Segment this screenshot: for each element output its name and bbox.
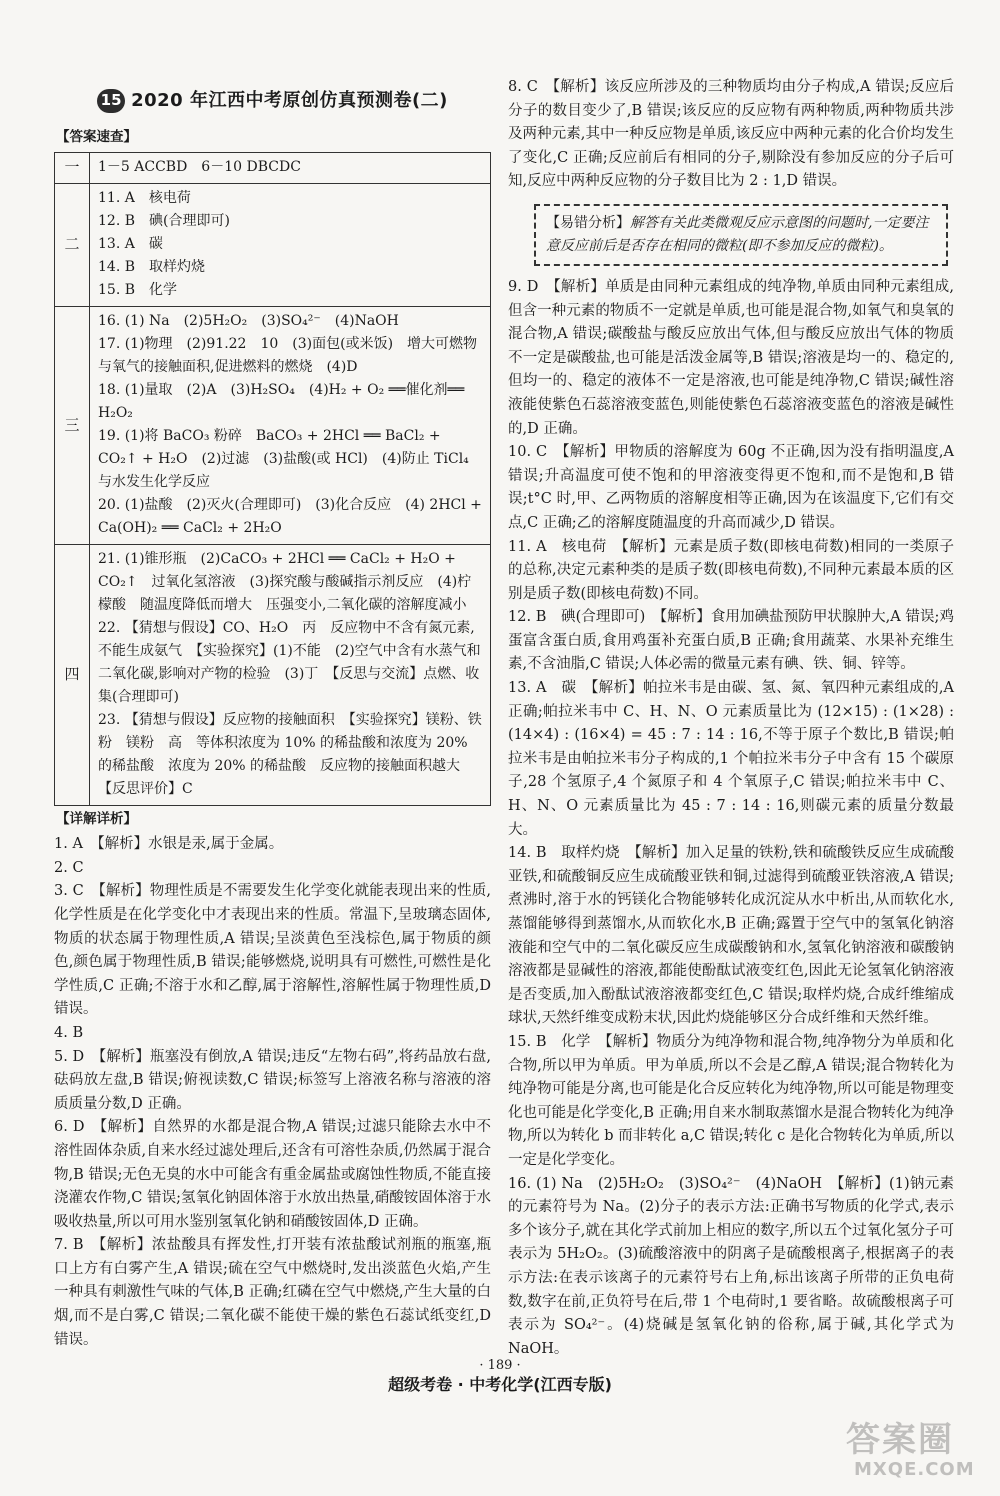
answer-row: 16. (1) Na (2)5H₂O₂ (3)SO₄²⁻ (4)NaOH [98,312,399,329]
answer-section-2 [55,183,491,306]
explanation-item: 8. C 【解析】该反应所涉及的三种物质均由分子构成,A 错误;反应后分子的数目变少了,B 错误;该反应的反应物有两种物质,两种物质共涉及两种元素,其中一种反应物是单质,该反应中两种元素的化合价均发生了变化,C 正确;反应前后有相同的分子,剔除没有参加反应的分子后可知,反应中两种反应物的分子数目比为 2 : 1,D 错误。 [508,79,954,190]
answer-section-4 [55,544,491,805]
section-content [90,544,491,805]
explanation-item: 2. C [54,859,84,876]
answer-section-1 [55,152,491,183]
paper-title [54,84,491,118]
answer-row: 20. (1)盐酸 (2)灭火(合理即可) (3)化合反应 (4) 2HCl + Ca(OH)₂ ══ CaCl₂ + 2H₂O [98,496,482,536]
answer-key-table [54,152,491,806]
section-numeral: 三 [55,306,90,544]
answer-row: 18. (1)量取 (2)A (3)H₂SO₄ (4)H₂ + O₂ ══催化剂══ H₂O₂ [98,381,465,421]
explanation-item: 10. C 【解析】甲物质的溶解度为 60g 不正确,因为没有指明温度,A 错误;升高温度可使不饱和的甲溶液变得更不饱和,而不是饱和,B 错误;t°C 时,甲、乙两物质的溶解度相等正确,因为在该温度下,它们有交点,C 正确;乙的溶解度随温度的升高而减少,D 错误。 [508,444,954,531]
explanation-item: 11. A 核电荷 【解析】元素是质子数(即核电荷数)相同的一类原子的总称,决定元素种类的是质子数(即核电荷数),不同种元素最本质的区别是质子数(即核电荷数)不同。 [508,538,954,602]
answer-row: 12. B 碘(合理即可) [98,212,230,229]
answer-row: 19. (1)将 BaCO₃ 粉碎 BaCO₃ + 2HCl ══ BaCl₂ + CO₂↑ + H₂O (2)过滤 (3)盐酸(或 HCl) (4)防止 TiCl₄ 与水发生化学反应 [98,427,469,490]
answer-row: 13. A 碳 [98,235,163,252]
page-number: · 189 · [479,1358,521,1373]
section-numeral: 四 [55,544,90,805]
explanation-item: 12. B 碘(合理即可) 【解析】食用加碘盐预防甲状腺肿大,A 错误;鸡蛋富含蛋白质,食用鸡蛋补充蛋白质,B 正确;食用蔬菜、水果补充维生素,不含油脂,C 错误;人体必需的微量元素有碘、铁、铜、锌等。 [508,609,954,673]
error-analysis-label: 【易错分析】 [546,214,630,231]
watermark-sub: MXQE.COM [854,1459,975,1480]
explanation-item: 7. B 【解析】浓盐酸具有挥发性,打开装有浓盐酸试剂瓶的瓶塞,瓶口上方有白雾产生,A 错误;硫在空气中燃烧时,发出淡蓝色火焰,产生一种具有刺激性气味的气体,B 正确;红磷在空气中燃烧,产生大量的白烟,而不是白雾,C 错误;二氧化碳不能使干燥的紫色石蕊试纸变红,D 错误。 [54,1237,491,1348]
book-title: 超级考卷 · 中考化学(江西专版) [388,1375,612,1394]
explanation-item: 13. A 碳 【解析】帕拉米韦是由碳、氢、氮、氧四种元素组成的,A 正确;帕拉米韦中 C、H、N、O 元素质量比为 (12×15) : (1×28) : (14×4) : (16×4) = 45 : 7 : 14 : 16,不等于原子个数比,B 错误;帕拉米韦是由帕拉米韦分子构成的,1 个帕拉米韦分子中含有 15 个碳原子,28 个氢原子,4 个氮原子和 4 个氧原子,C 错误;帕拉米韦中 C、H、N、O 元素质量比为 45 : 7 : 14 : 16,则碳元素的质量分数最大。 [508,680,954,838]
explanation-item: 1. A 【解析】水银是汞,属于金属。 [54,836,284,853]
answer-row: 1－5 ACCBD 6－10 DBCDC [98,158,301,175]
explanation-item: 5. D 【解析】瓶塞没有倒放,A 错误;违反“左物右码”,将药品放右盘,砝码放左盘,B 错误;俯视读数,C 错误;标签写上溶液名称与溶液的溶质质量分数,D 正确。 [54,1048,491,1112]
section-numeral: 一 [55,152,90,183]
details-left [54,833,491,1352]
watermark-logo [846,1420,984,1484]
explanation-item: 14. B 取样灼烧 【解析】加入足量的铁粉,铁和硫酸铁反应生成硫酸亚铁,和硫酸铜反应生成硫酸亚铁和铜,过滤得到硫酸亚铁溶液,A 错误;煮沸时,溶于水的钙镁化合物能够转化成沉淀从水中析出,从而软化水,蒸馏能够得到蒸馏水,从而软化水,B 正确;露置于空气中的氢氧化钠溶液能和空气中的二氧化碳反应生成碳酸钠和水,氢氧化钠溶液和碳酸钠溶液都是显碱性的溶液,都能使酚酞试液变红色,因此无论氢氧化钠溶液是否变质,加入酚酞试液溶液都变红色,C 错误;取样灼烧,合成纤维缩成球状,天然纤维变成粉末状,因此灼烧能够区分合成纤维和天然纤维。 [508,845,954,1027]
answer-row: 22. 【猜想与假设】CO、H₂O 丙 反应物中不含有氮元素,不能生成氨气 【实验探究】(1)不能 (2)空气中含有水蒸气和二氧化碳,影响对产物的检验 (3)丁 【反思与交流】点燃、收集(合理即可) [98,619,481,705]
watermark-main: 答案圈 [846,1420,954,1460]
section-content [90,183,491,306]
answer-row: 14. B 取样灼烧 [98,258,206,275]
answer-row: 21. (1)锥形瓶 (2)CaCO₃ + 2HCl ══ CaCl₂ + H₂O + CO₂↑ 过氧化氢溶液 (3)探究酸与酸碱指示剂反应 (4)柠檬酸 随温度降低而增大 压强变小,二氧化碳的溶解度减小 [98,550,472,613]
paper-title-text: 2020 年江西中考原创仿真预测卷(二) [131,90,448,112]
explanation-item: 3. C 【解析】物理性质是不需要发生化学变化就能表现出来的性质,化学性质是在化学变化中才表现出来的性质。常温下,呈玻璃态固体,物质的状态属于物理性质,A 错误;呈淡黄色至浅棕色,属于物质的颜色,颜色属于物理性质,B 错误;能够燃烧,说明具有可燃性,可燃性是化学性质,C 正确;不溶于水和乙醇,属于溶解性,溶解性属于物理性质,D 错误。 [54,883,491,1018]
explanation-item: 4. B [54,1024,84,1041]
answer-key-label: 【答案速查】 [56,129,137,145]
answer-row: 23. 【猜想与假设】反应物的接触面积 【实验探究】镁粉、铁粉 镁粉 高 等体积浓度为 10% 的稀盐酸和浓度为 20% 的稀盐酸 浓度为 20% 的稀盐酸 反应物的接触面积越大 【反思评价】C [98,711,482,797]
paper-number-badge: 15 [97,89,125,113]
explanation-item: 15. B 化学 【解析】物质分为纯净物和混合物,纯净物分为单质和化合物,所以甲为单质。甲为单质,所以不会是乙醇,A 错误;混合物转化为纯净物可能是分离,也可能是化合反应转化为纯净物,所以可能是物理变化也可能是化学变化,B 正确;用自来水制取蒸馏水是混合物转化为纯净物,所以为转化 b 而非转化 a,C 错误;转化 c 是化合物转化为单质,所以一定是化学变化。 [508,1033,955,1168]
details-right [508,76,954,1361]
left-column [54,76,491,1352]
section-content [90,306,491,544]
answer-row: 17. (1)物理 (2)91.22 10 (3)面包(或米饭) 增大可燃物与氧气的接触面积,促进燃料的燃烧 (4)D [98,335,478,375]
section-numeral: 二 [55,183,90,306]
error-analysis-text: 解答有关此类微观反应示意图的问题时,一定要注意反应前后是否存在相同的微粒(即不参加反应的微粒)。 [546,214,929,254]
section-content [90,152,491,183]
explanation-item: 9. D 【解析】单质是由同种元素组成的纯净物,单质由同种元素组成,但含一种元素的物质不一定就是单质,也可能是混合物,如氧气和臭氧的混合物,A 错误;碳酸盐与酸反应放出气体,但与酸反应放出气体的物质不一定是碳酸盐,也可能是活泼金属等,B 错误;溶液是均一的、稳定的,但均一的、稳定的液体不一定是溶液,也可能是纯净物,C 错误;碱性溶液能使紫色石蕊溶液变蓝色,则能使紫色石蕊溶液变蓝色的溶液是碱性的,D 正确。 [508,278,954,437]
error-analysis-box [534,204,948,266]
explanation-item: 6. D 【解析】自然界的水都是混合物,A 错误;过滤只能除去水中不溶性固体杂质,自来水经过滤处理后,还含有可溶性杂质,仍然属于混合物,B 错误;无色无臭的水中可能含有重金属盐或腐蚀性物质,不能直接浇灌农作物,C 错误;氢氧化钠固体溶于水放出热量,硝酸铵固体溶于水吸收热量,所以可用水鉴别氢氧化钠和硝酸铵固体,D 正确。 [54,1119,491,1230]
answer-row: 11. A 核电荷 [98,189,191,206]
answer-section-3 [55,306,491,544]
right-column [508,76,954,1361]
details-label: 【详解详析】 [56,810,137,827]
answer-row: 15. B 化学 [98,281,178,298]
explanation-item: 16. (1) Na (2)5H₂O₂ (3)SO₄²⁻ (4)NaOH 【解析】(1)钠元素的元素符号为 Na。(2)分子的表示方法:正确书写物质的化学式,表示多个该分子,就在其化学式前加上相应的数字,所以五个过氧化氢分子可表示为 5H₂O₂。(3)硫酸溶液中的阴离子是硫酸根离子,根据离子的表示方法:在表示该离子的元素符号右上角,标出该离子所带的正负电荷数,数字在前,正负符号在后,带 1 个电荷时,1 要省略。故硫酸根离子可表示为 SO₄²⁻。(4)烧碱是氢氧化钠的俗称,属于碱,其化学式为 NaOH。 [508,1175,954,1357]
